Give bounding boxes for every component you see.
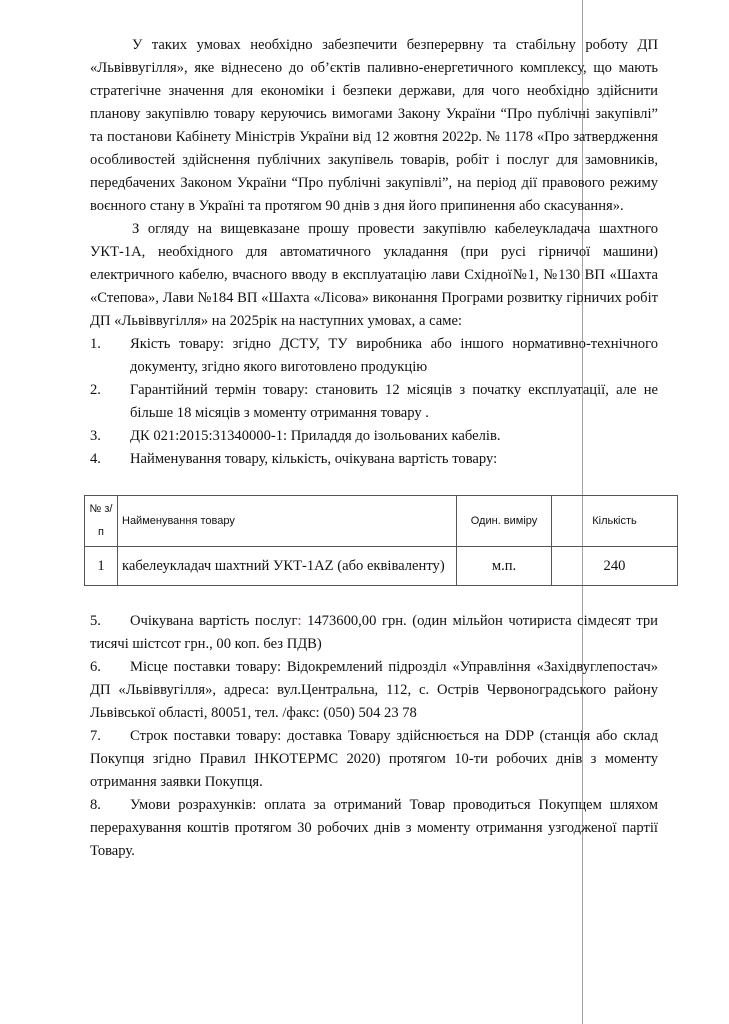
cell-unit: м.п. xyxy=(457,547,552,586)
condition-item-8 xyxy=(90,794,658,863)
item-text: ДК 021:2015:31340000-1: Приладдя до ізольованих кабелів. xyxy=(130,428,501,444)
condition-item-5 xyxy=(90,610,658,656)
item-text: Найменування товару, кількість, очікувана вартість товару: xyxy=(130,451,498,467)
header-unit: Один. виміру xyxy=(457,496,552,547)
condition-item-1 xyxy=(90,333,658,379)
header-qty: Кількість xyxy=(552,496,678,547)
paragraph-request: З огляду на вищевказане прошу провести закупівлю кабелеукладача шахтного УКТ-1А, необхідного для автоматичного укладання (при русі гірничої машини) електричного кабелю, вчасного вводу в експлуатацію лави Східної№1, №130 ВП «Шахта «Степова», Лави №184 ВП «Шахта «Лісова» виконання Програми розвитку гірничих робіт ДП «Львіввугілля» на 2025рік на наступних умовах, а саме: xyxy=(90,221,658,329)
table-header-row xyxy=(85,496,678,547)
cell-num: 1 xyxy=(85,547,118,586)
item-number: 5. xyxy=(90,613,101,629)
cell-name: кабелеукладач шахтний УКТ-1AZ (або еквіваленту) xyxy=(118,547,457,586)
condition-item-6 xyxy=(90,656,658,725)
item-text: Умови розрахунків: оплата за отриманий Товар проводиться Покупцем шляхом перерахування коштів протягом 30 робочих днів з моменту отримання узгодженої партії Товару. xyxy=(90,797,658,859)
item-text: Якість товару: згідно ДСТУ, ТУ виробника або іншого нормативно-технічного документу, згідно якого виготовлено продукцію xyxy=(130,336,658,375)
item-number: 4. xyxy=(90,451,101,467)
header-name: Найменування товару xyxy=(118,496,457,547)
condition-item-2 xyxy=(90,379,658,425)
item-colon: : xyxy=(297,613,302,629)
condition-item-7 xyxy=(90,725,658,794)
condition-item-4 xyxy=(90,448,658,471)
goods-table xyxy=(84,495,678,586)
header-num: № з/п xyxy=(85,496,118,547)
item-number: 3. xyxy=(90,428,101,444)
item-text: Місце поставки товару: Відокремлений підрозділ «Управління «Західвуглепостач» ДП «Львіввугілля», адреса: вул.Центральна, 112, с. Острів Червоноградського району Львівської області, 80051, тел. /факс: (050) 504 23 78 xyxy=(90,659,658,721)
paragraph-intro: У таких умовах необхідно забезпечити безперервну та стабільну роботу ДП «Львіввугілля», яке віднесено до об’єктів паливно-енергетичного комплексу, що мають стратегічне значення для економіки і безпеки держави, для чого необхідно здійснити планову закупівлю товару керуючись вимогами Закону України “Про публічні закупівлі” та постанови Кабінету Міністрів України від 12 жовтня 2022р. № 1178 «Про затвердження особливостей здійснення публічних закупівель товарів, робіт і послуг для замовників, передбачених Законом України “Про публічні закупівлі”, на період дії правового режиму воєнного стану в Україні та протягом 90 днів з дня його припинення або скасування». xyxy=(90,37,658,214)
item-text: Строк поставки товару: доставка Товару здійснюється на DDP (станція або склад Покупця згідно Правил ІНКОТЕРМС 2020) протягом 10-ти робочих днів з моменту отримання заявки Покупця. xyxy=(90,728,658,790)
table-row xyxy=(85,547,678,586)
document-body xyxy=(90,34,658,863)
item-number: 8. xyxy=(90,797,101,813)
item-text: Гарантійний термін товару: становить 12 місяців з початку експлуатації, але не більше 18 місяців з моменту отримання товару . xyxy=(130,382,658,421)
item-number: 7. xyxy=(90,728,101,744)
item-number: 2. xyxy=(90,382,101,398)
item-number: 6. xyxy=(90,659,101,675)
item-label: Очікувана вартість послуг xyxy=(130,613,298,629)
cell-qty: 240 xyxy=(552,547,678,586)
item-text: 1473600,00 грн. (один мільйон чотириста сімдесят три тисячі шістсот грн., 00 коп. без ПДВ) xyxy=(90,613,658,652)
condition-item-3 xyxy=(90,425,658,448)
item-number: 1. xyxy=(90,336,101,352)
